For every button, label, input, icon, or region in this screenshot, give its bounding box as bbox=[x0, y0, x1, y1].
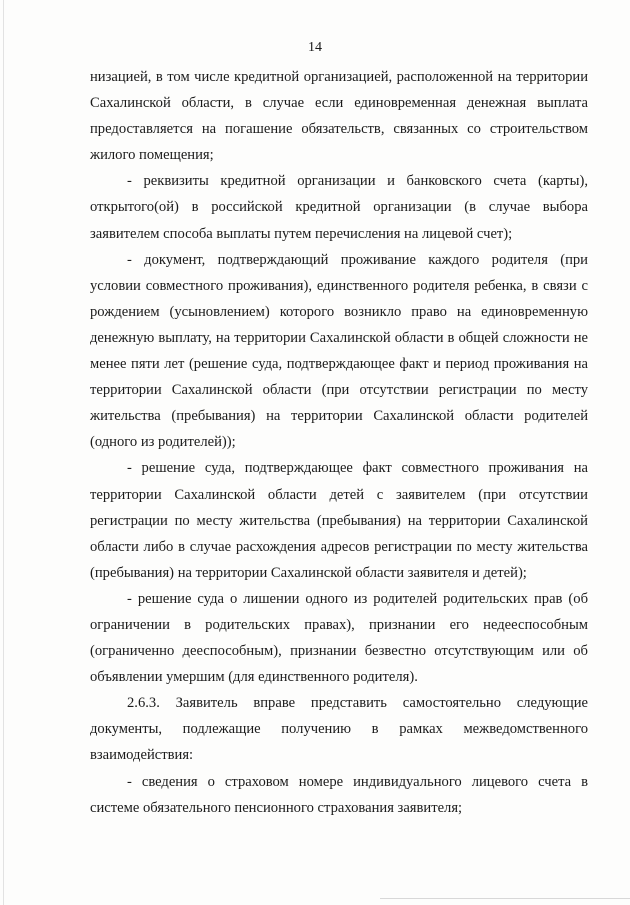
paragraph-court-decision-cohabitation: - решение суда, подтверждающее факт совместного проживания на территории Сахалинской области детей с заявителем (при отсутствии регистрации по месту жительства (пребывания) на территории Сахалинской области либо в случае расхождения адресов регистрации по месту жительства (пребывания) на территории Сахалинской области заявителя и детей); bbox=[90, 460, 588, 581]
paragraph-section-2-6-3: 2.6.3. Заявитель вправе представить самостоятельно следующие документы, подлежащие получению в рамках межведомственного взаимодействия: bbox=[90, 695, 588, 764]
paragraph-continuation: низацией, в том числе кредитной организацией, расположенной на территории Сахалинской области, в случае если единовременная денежная выплата предоставляется на погашение обязательств, связанных со строительством жилого помещения; bbox=[90, 69, 588, 164]
paragraph-court-decision-parental-rights: - решение суда о лишении одного из родителей родительских прав (об ограничении в родительских правах), признании его недееспособным (ограниченно дееспособным), признании безвестно отсутствующим или об объявлении умершим (для единственного родителя). bbox=[90, 590, 588, 686]
body-text bbox=[90, 64, 588, 821]
page-number: 14 bbox=[308, 40, 322, 55]
scan-edge-bottom bbox=[380, 898, 630, 899]
paragraph-bank-details: - реквизиты кредитной организации и банковского счета (карты), открытого(ой) в российской кредитной организации (в случае выбора заявителем способа выплаты путем перечисления на лицевой счет); bbox=[90, 173, 588, 242]
paragraph-residence-document: - документ, подтверждающий проживание каждого родителя (при условии совместного проживания), единственного родителя ребенка, в связи с рождением (усыновлением) которого возникло право на единовременную денежную выплату, на территории Сахалинской области в общей сложности не менее пяти лет (решение суда, подтверждающее факт и период проживания на территории Сахалинской области (при отсутствии регистрации по месту жительства (пребывания) на территории Сахалинской области родителей (одного из родителей)); bbox=[90, 251, 588, 451]
paragraph-snils-info: - сведения о страховом номере индивидуального лицевого счета в системе обязательного пенсионного страхования заявителя; bbox=[90, 773, 588, 816]
scan-edge-left bbox=[3, 0, 4, 905]
